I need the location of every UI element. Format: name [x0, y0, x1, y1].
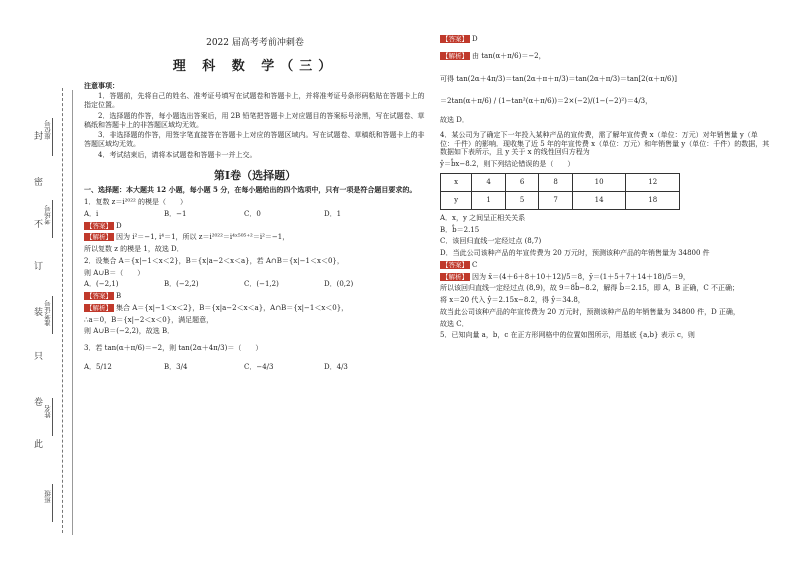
ticket-number-label: 准考证号 [44, 300, 52, 326]
ticket-number-line[interactable] [52, 296, 53, 334]
table-row [441, 173, 680, 191]
seat-number-label: 座位号 [44, 120, 52, 140]
option: A．i [84, 209, 99, 218]
q5-stem: 5．已知向量 a，b，c 在正方形网格中的位置如图所示，用基底 {a,b} 表示 c，则 [440, 331, 695, 340]
note-item: 1．答题前，先将自己的姓名、准考证号填写在试题卷和答题卡上，并将准考证号条形码粘贴在答题卡上的指定位置。 [84, 92, 425, 109]
margin-char: 此 [34, 440, 44, 450]
q4-analysis [440, 273, 770, 282]
analysis-tag: 【解析】 [442, 272, 468, 281]
subject-title: 理 科 数 学（三） [172, 59, 338, 75]
option: B．3/4 [164, 362, 188, 371]
table-cell: 1 [472, 191, 506, 209]
analysis-text: 因为 i²＝−1, i⁴＝1，所以 z＝i²⁰²²＝i⁴ˣ⁵⁰⁵⁺²＝i²＝−1， [116, 233, 290, 242]
table-cell: 12 [626, 173, 680, 191]
q2-options [84, 280, 426, 289]
q4-analysis-cont: 将 x＝20 代入 ŷ＝2.15x−8.2，得 ŷ＝34.8， [440, 296, 585, 304]
option: D．(0,2) [324, 280, 354, 289]
q1-options [84, 210, 426, 219]
q3-analysis-cont: 故选 D． [440, 116, 469, 124]
q2-stem-cont: 则 A∪B＝（ ） [84, 268, 145, 277]
answer-value: C [472, 260, 478, 269]
q2-answer [84, 292, 426, 301]
q3-answer [440, 35, 770, 44]
q2-analysis [84, 304, 426, 313]
binding-solid-line [72, 90, 73, 535]
exam-room-line[interactable] [52, 200, 53, 238]
left-column [84, 30, 426, 375]
answer-value: D [472, 35, 478, 43]
part1-title: 第Ⅰ卷（选择题） [213, 168, 297, 182]
table-cell: 14 [572, 191, 626, 209]
note-item: 2．选择题的作答，每小题选出答案后，用 2B 铅笔把答题卡上对应题目的答案标号涂黑，写在试题卷、草稿纸和答题卡上的非答题区域均无效。 [84, 111, 425, 129]
table-cell: x [441, 173, 472, 191]
exam-title: 2022 届高考考前冲刺卷 [206, 38, 304, 48]
q4-stem: 4．某公司为了确定下一年投入某种产品的宣传费，需了解年宣传费 x（单位：万元）对年销售量 y（单位：千件）的影响．现收集了近 5 年的年宣传费 x（单位：万元）和年销售量 y（单位：千件）的数据，其数据如下表所示，且 y 关于 x 的线性回归方程为 [440, 130, 770, 157]
exam-room-label: 考场号 [44, 205, 52, 225]
q4-data-table [440, 173, 680, 210]
q4-option: C．该回归直线一定经过点 (8,7) [440, 237, 542, 246]
analysis-text: 集合 A＝{x|−1＜x＜2}，B＝{x|a−2＜x＜a}，A∩B＝{x|−1＜x＜0}， [116, 303, 349, 312]
analysis-tag: 【解析】 [86, 303, 112, 312]
right-column [440, 32, 770, 343]
q3-options [84, 363, 426, 372]
analysis-text: 由 tan(α＋π/6)＝−2， [472, 51, 546, 60]
table-cell: 10 [572, 173, 626, 191]
margin-char: 不 [34, 220, 44, 230]
q4-analysis-cont: 所以该回归直线一定经过点 (8,9)，故 9＝8b̂−8.2，解得 b̂＝2.15，即 A，B 正确，C 不正确； [440, 284, 739, 293]
analysis-tag: 【解析】 [86, 233, 112, 242]
q4-option: D．当此公司该种产品的年宣传费为 20 万元时，预测该种产品的年销售量为 34800 件 [440, 249, 710, 257]
table-cell: 7 [539, 191, 573, 209]
answer-tag: 【答案】 [86, 221, 112, 230]
answer-tag: 【答案】 [442, 35, 468, 43]
option: A．5/12 [84, 362, 112, 371]
option: C．−4/3 [244, 362, 274, 371]
q4-option: B．b̂＝2.15 [440, 225, 480, 234]
q1-answer [84, 222, 426, 231]
class-label: 班级 [44, 490, 52, 503]
option: B．−1 [164, 209, 187, 218]
table-cell: 8 [539, 173, 573, 191]
table-cell: y [441, 191, 472, 209]
q3-stem: 3．若 tan(α＋π/6)＝−2，则 tan(2α＋4π/3)＝（ ） [84, 344, 263, 352]
option: B．(−2,2) [164, 280, 199, 289]
note-item: 4．考试结束后，请将本试题卷和答题卡一并上交。 [98, 150, 257, 159]
seat-number-line[interactable] [52, 118, 53, 156]
analysis-tag: 【解析】 [442, 51, 468, 60]
binding-dashed-line [62, 88, 63, 533]
q4-answer [440, 261, 770, 270]
q4-stem-cont: ŷ＝b̂x−8.2，则下列结论错误的是（ ） [440, 160, 575, 168]
q2-analysis-cont: ∴a＝0，B＝{x|−2＜x＜0}，满足题意， [84, 315, 214, 324]
class-line[interactable] [52, 484, 53, 522]
q4-analysis-cont: 故选 C． [440, 319, 469, 328]
table-cell: 6 [505, 173, 539, 191]
notes-heading: 注意事项： [84, 80, 119, 90]
margin-char: 卷 [34, 398, 44, 408]
name-label: 姓名 [44, 405, 52, 418]
option: C．0 [244, 209, 261, 218]
margin-char: 装 [34, 308, 44, 318]
q2-analysis-cont: 则 A∪B＝(−2,2)，故选 B． [84, 327, 175, 336]
q3-analysis-cont: 可得 tan(2α＋4π/3)＝tan(2α＋π＋π/3)＝tan(2α＋π/3)＝tan[2(α＋π/6)] [440, 74, 677, 83]
q3-analysis-cont: ＝2tan(α＋π/6) / (1−tan²(α＋π/6))＝2×(−2)/(1−(−2)²)＝4/3， [440, 97, 653, 106]
table-row [441, 191, 680, 209]
q2-stem: 2．设集合 A＝{x|−1＜x＜2}，B＝{x|a−2＜x＜a}，若 A∩B＝{x|−1＜x＜0}， [84, 256, 344, 265]
answer-tag: 【答案】 [442, 260, 468, 269]
margin-char: 封 [34, 132, 44, 142]
option: D．4/3 [324, 362, 348, 371]
answer-tag: 【答案】 [86, 292, 112, 300]
option: D．1 [324, 209, 342, 218]
margin-char: 订 [34, 262, 44, 272]
answer-value: B [116, 292, 122, 300]
margin-char: 密 [34, 178, 44, 188]
q1-stem: 1．复数 z＝i²⁰²² 的模是（ ） [84, 198, 188, 206]
name-line[interactable] [52, 398, 53, 436]
table-cell: 18 [626, 191, 680, 209]
table-cell: 4 [472, 173, 506, 191]
margin-char: 只 [34, 352, 44, 362]
option: C．(−1,2) [244, 280, 279, 289]
note-item: 3．非选择题的作答，用签字笔直接答在答题卡上对应的答题区域内。写在试题卷、草稿纸和答题卡上的非答题区域均无效。 [84, 131, 425, 148]
q4-option: A．x，y 之间呈正相关关系 [440, 213, 526, 222]
option: A．(−2,1) [84, 280, 119, 289]
q4-analysis-cont: 故当此公司该种产品的年宣传费为 20 万元时，预测该种产品的年销售量为 34800 件，D 正确， [440, 307, 740, 316]
part1-intro: 一、选择题：本大题共 12 小题，每小题 5 分，在每小题给出的四个选项中，只有一项是符合题目要求的。 [84, 185, 417, 195]
table-cell: 5 [505, 191, 539, 209]
analysis-text: 因为 x̄＝(4＋6＋8＋10＋12)/5＝8，ȳ＝(1＋5＋7＋14＋18)/5＝9， [472, 272, 690, 281]
q3-analysis [440, 52, 770, 61]
q1-analysis [84, 233, 426, 242]
answer-value: D [116, 221, 122, 230]
q1-analysis-cont: 所以复数 z 的模是 1，故选 D． [84, 245, 184, 253]
